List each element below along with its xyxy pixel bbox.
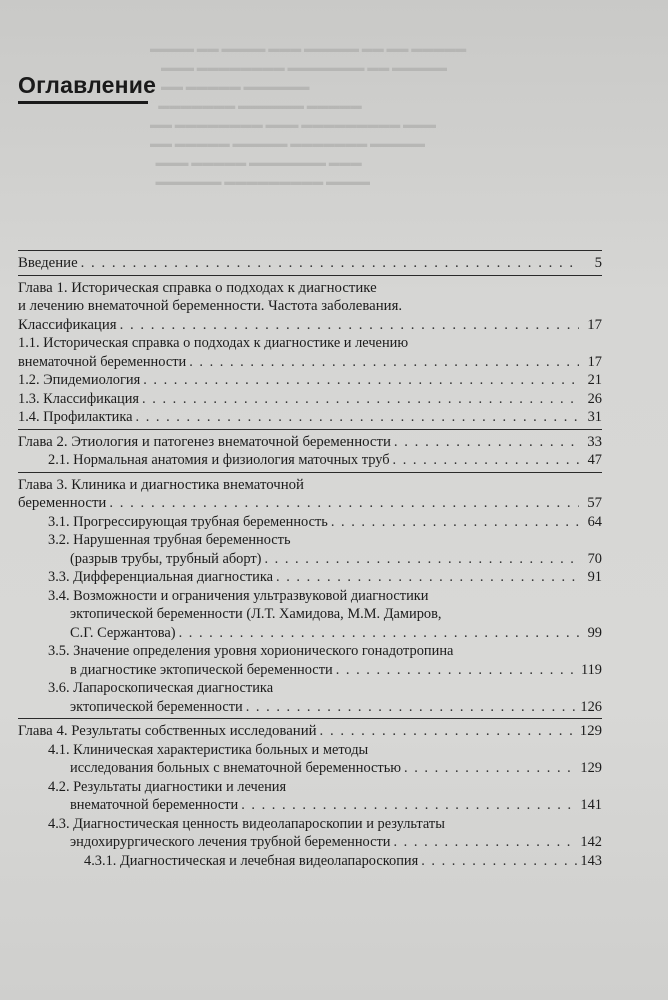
toc-section-entry[interactable] [18, 531, 602, 568]
page-number: 142 [580, 834, 602, 850]
toc-entry-title: Классификация [18, 316, 117, 333]
page-number: 26 [587, 390, 602, 407]
toc-entry-title: и лечению внематочной беременности. Частота заболевания. [18, 298, 403, 314]
page-number: 57 [587, 495, 602, 511]
page-number: 126 [580, 698, 602, 715]
toc-entry-title: 1.4. Профилактика [18, 409, 133, 425]
toc-section-entry[interactable] [18, 815, 602, 852]
section-divider [18, 250, 602, 251]
toc-entry-title: Глава 1. Историческая справка о подходах к диагностике [18, 279, 377, 296]
dot-leader [336, 661, 578, 680]
toc-entry-title: 4.1. Клиническая характеристика больных и методы [48, 741, 369, 758]
toc-entry-title: 3.3. Дифференциальная диагностика [48, 569, 274, 585]
toc-entry-title: 3.5. Значение определения уровня хорионического гонадотропина [48, 643, 454, 659]
toc-entry-title: в диагностике эктопической беременности [70, 661, 333, 678]
page-number: 143 [580, 852, 602, 869]
dot-leader [81, 254, 579, 273]
dot-leader [404, 759, 577, 778]
toc-entry-title: 4.2. Результаты диагностики и лечения [48, 778, 287, 795]
toc-section-entry[interactable] [18, 642, 602, 679]
toc-entry-title: 3.2. Нарушенная трубная беременность [48, 532, 291, 548]
toc-entry-title: Глава 3. Клиника и диагностика внематочной [18, 476, 304, 493]
section-divider [18, 718, 602, 719]
table-of-contents [18, 248, 602, 870]
page-number: 129 [579, 723, 602, 739]
toc-entry-title: 1.2. Эпидемиология [18, 372, 141, 388]
toc-entry-title: Введение [18, 255, 78, 271]
toc-section-entry[interactable] [18, 390, 602, 409]
toc-entry-title: 4.3.1. Диагностическая и лечебная видеолапароскопия [84, 852, 419, 869]
toc-entry-title: эндохирургического лечения трубной беременности [70, 834, 391, 850]
bleed-through-text: ▬▬▬▬ ▬▬ ▬▬▬▬ ▬▬▬ ▬▬▬▬▬ ▬▬ ▬▬ ▬▬▬▬▬ ▬▬▬ ▬▬▬▬▬▬▬▬ ▬▬▬▬▬▬▬ ▬▬ ▬▬▬▬▬ ▬▬ ▬▬▬▬▬ ▬▬▬▬▬▬ ▬▬▬▬▬▬▬ ▬▬▬▬▬▬ ▬▬▬▬▬ ▬▬ ▬▬▬▬▬▬▬▬ ▬▬▬ ▬▬▬▬▬▬▬▬▬ ▬▬▬ ▬▬ ▬▬▬▬▬ ▬▬▬▬▬ ▬▬▬▬▬▬▬ ▬▬▬▬▬ ▬▬▬ ▬▬▬▬▬ ▬▬▬▬▬▬▬ ▬▬▬ ▬▬▬▬▬▬ ▬▬▬▬▬▬▬▬▬ ▬▬▬▬ [150, 43, 467, 188]
toc-chapter-entry[interactable] [18, 722, 602, 741]
toc-entry-title: (разрыв трубы, трубный аборт) [70, 550, 262, 567]
page-number: 17 [587, 316, 602, 333]
dot-leader [393, 451, 579, 470]
dot-leader [331, 513, 579, 532]
dot-leader [393, 833, 577, 852]
toc-entry-title: 4.3. Диагностическая ценность видеолапароскопии и результаты [48, 815, 445, 832]
toc-entry-title: 3.4. Возможности и ограничения ультразвуковой диагностики [48, 587, 429, 604]
page-number: 99 [587, 624, 602, 641]
dot-leader [320, 722, 577, 741]
toc-section-entry[interactable] [18, 513, 602, 532]
toc-entry-title: 1.3. Классификация [18, 390, 140, 407]
toc-section-entry[interactable] [18, 568, 602, 587]
page-number: 129 [580, 760, 602, 776]
toc-section-entry[interactable] [18, 741, 602, 778]
toc-section-entry[interactable] [18, 408, 602, 427]
dot-leader [179, 624, 579, 643]
toc-chapter-entry[interactable] [18, 476, 602, 513]
toc-entry-title: Глава 2. Этиология и патогенез внематочной беременности [18, 433, 391, 450]
page-number: 5 [594, 255, 602, 271]
toc-entry-title: 1.1. Историческая справка о подходах к диагностике и лечению [18, 335, 409, 351]
toc-chapter-entry[interactable] [18, 254, 602, 273]
toc-section-entry[interactable] [18, 334, 602, 371]
page-number: 21 [587, 372, 602, 388]
page-number: 64 [587, 513, 602, 530]
toc-chapter-entry[interactable] [18, 279, 602, 335]
page-number: 141 [580, 797, 602, 813]
toc-entry-title: эктопической беременности [70, 698, 243, 715]
dot-leader [276, 568, 579, 587]
page-number: 119 [580, 661, 602, 678]
toc-entry-title: С.Г. Сержантова) [70, 624, 176, 641]
toc-section-entry[interactable] [18, 451, 602, 470]
section-divider [18, 429, 602, 430]
title-underline [18, 101, 148, 104]
toc-entry-title: Глава 4. Результаты собственных исследований [18, 723, 317, 739]
toc-entry-title: исследования больных с внематочной беременностью [70, 760, 402, 776]
toc-entry-title: 3.6. Лапароскопическая диагностика [48, 680, 274, 696]
page-number: 31 [587, 409, 602, 425]
dot-leader [109, 494, 579, 513]
toc-section-entry[interactable] [18, 778, 602, 815]
dot-leader [136, 408, 579, 427]
page-number: 33 [587, 433, 602, 450]
section-divider [18, 472, 602, 473]
page-number: 70 [587, 550, 602, 567]
page-title: Оглавление [18, 72, 157, 98]
toc-entry-title: эктопической беременности (Л.Т. Хамидова, М.М. Дамиров, [70, 606, 442, 622]
toc-section-entry[interactable] [18, 679, 602, 716]
dot-leader [143, 371, 579, 390]
toc-entry-title: внематочной беременности [18, 353, 187, 370]
toc-entry-title: внематочной беременности [70, 797, 239, 813]
dot-leader [120, 316, 579, 335]
dot-leader [421, 852, 577, 871]
toc-section-entry[interactable] [18, 371, 602, 390]
dot-leader [246, 698, 578, 717]
page-number: 17 [587, 353, 602, 370]
toc-entry-title: беременности [18, 495, 107, 511]
dot-leader [394, 433, 579, 452]
toc-section-entry[interactable] [18, 852, 602, 871]
dot-leader [264, 550, 579, 569]
toc-entry-title: 2.1. Нормальная анатомия и физиология маточных труб [48, 452, 390, 468]
toc-chapter-entry[interactable] [18, 433, 602, 452]
page-number: 47 [587, 452, 602, 468]
toc-entry-title: 3.1. Прогрессирующая трубная беременность [48, 513, 328, 530]
page-number: 91 [587, 569, 602, 585]
section-divider [18, 275, 602, 276]
toc-section-entry[interactable] [18, 587, 602, 643]
dot-leader [241, 796, 577, 815]
dot-leader [189, 353, 579, 372]
dot-leader [142, 390, 579, 409]
